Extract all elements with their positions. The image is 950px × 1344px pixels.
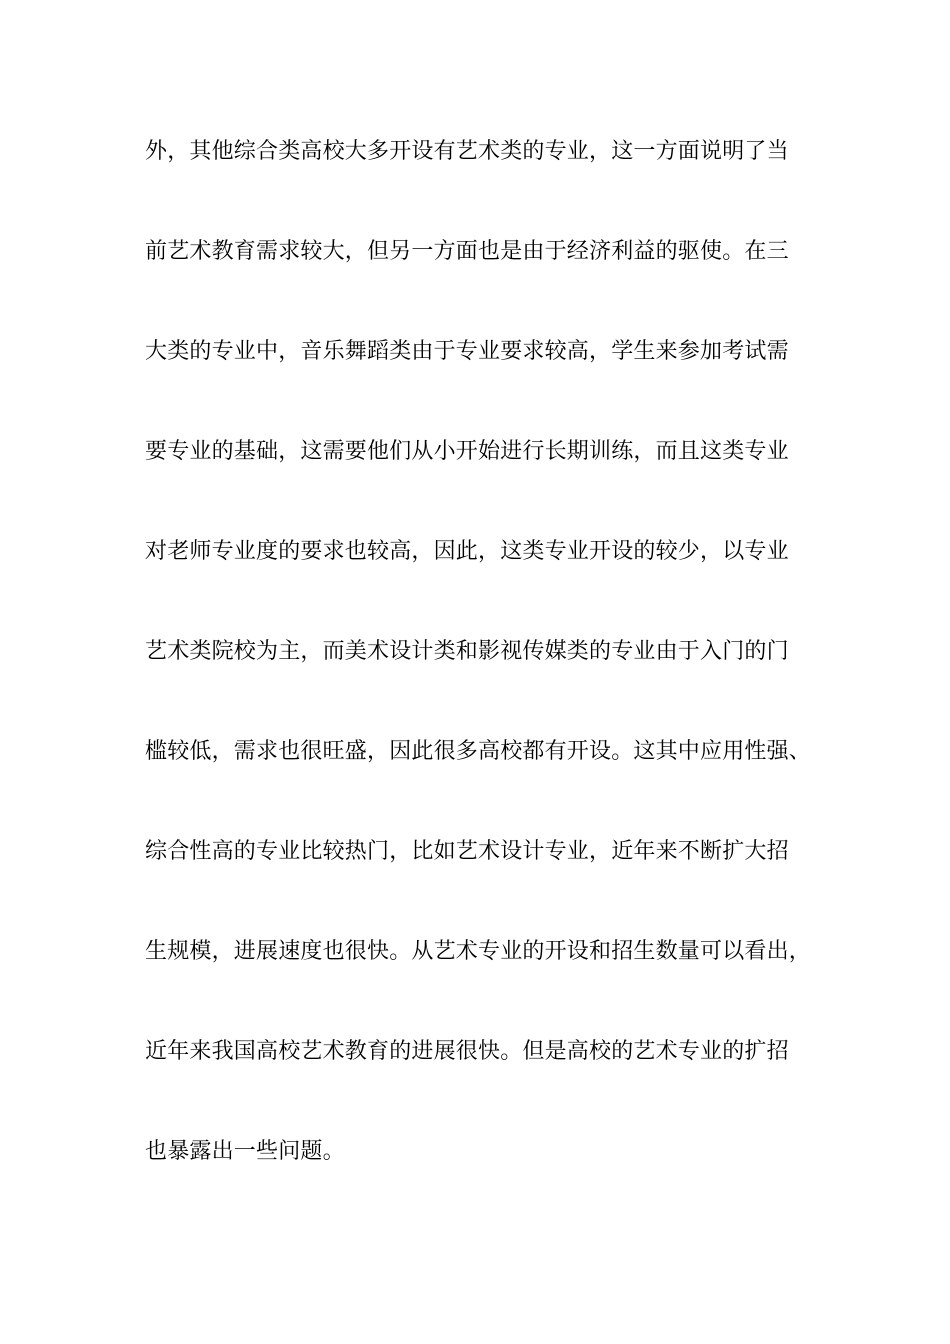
text-line: 艺术类院校为主，而美术设计类和影视传媒类的专业由于入门的门	[145, 639, 789, 664]
text-line: 前艺术教育需求较大，但另一方面也是由于经济利益的驱使。在三	[145, 239, 789, 264]
text-line: 对老师专业度的要求也较高，因此，这类专业开设的较少，以专业	[145, 539, 789, 564]
text-line: 槛较低，需求也很旺盛，因此很多高校都有开设。这其中应用性强、	[145, 739, 812, 764]
body-paragraph	[145, 128, 825, 1228]
text-line: 近年来我国高校艺术教育的进展很快。但是高校的艺术专业的扩招	[145, 1039, 789, 1064]
text-line: 大类的专业中，音乐舞蹈类由于专业要求较高，学生来参加考试需	[145, 339, 789, 364]
text-line: 要专业的基础，这需要他们从小开始进行长期训练，而且这类专业	[145, 439, 789, 464]
text-line: 外，其他综合类高校大多开设有艺术类的专业，这一方面说明了当	[145, 139, 789, 164]
text-line: 也暴露出一些问题。	[145, 1139, 345, 1164]
text-line: 生规模，进展速度也很快。从艺术专业的开设和招生数量可以看出，	[145, 939, 812, 964]
text-line: 综合性高的专业比较热门，比如艺术设计专业，近年来不断扩大招	[145, 839, 789, 864]
